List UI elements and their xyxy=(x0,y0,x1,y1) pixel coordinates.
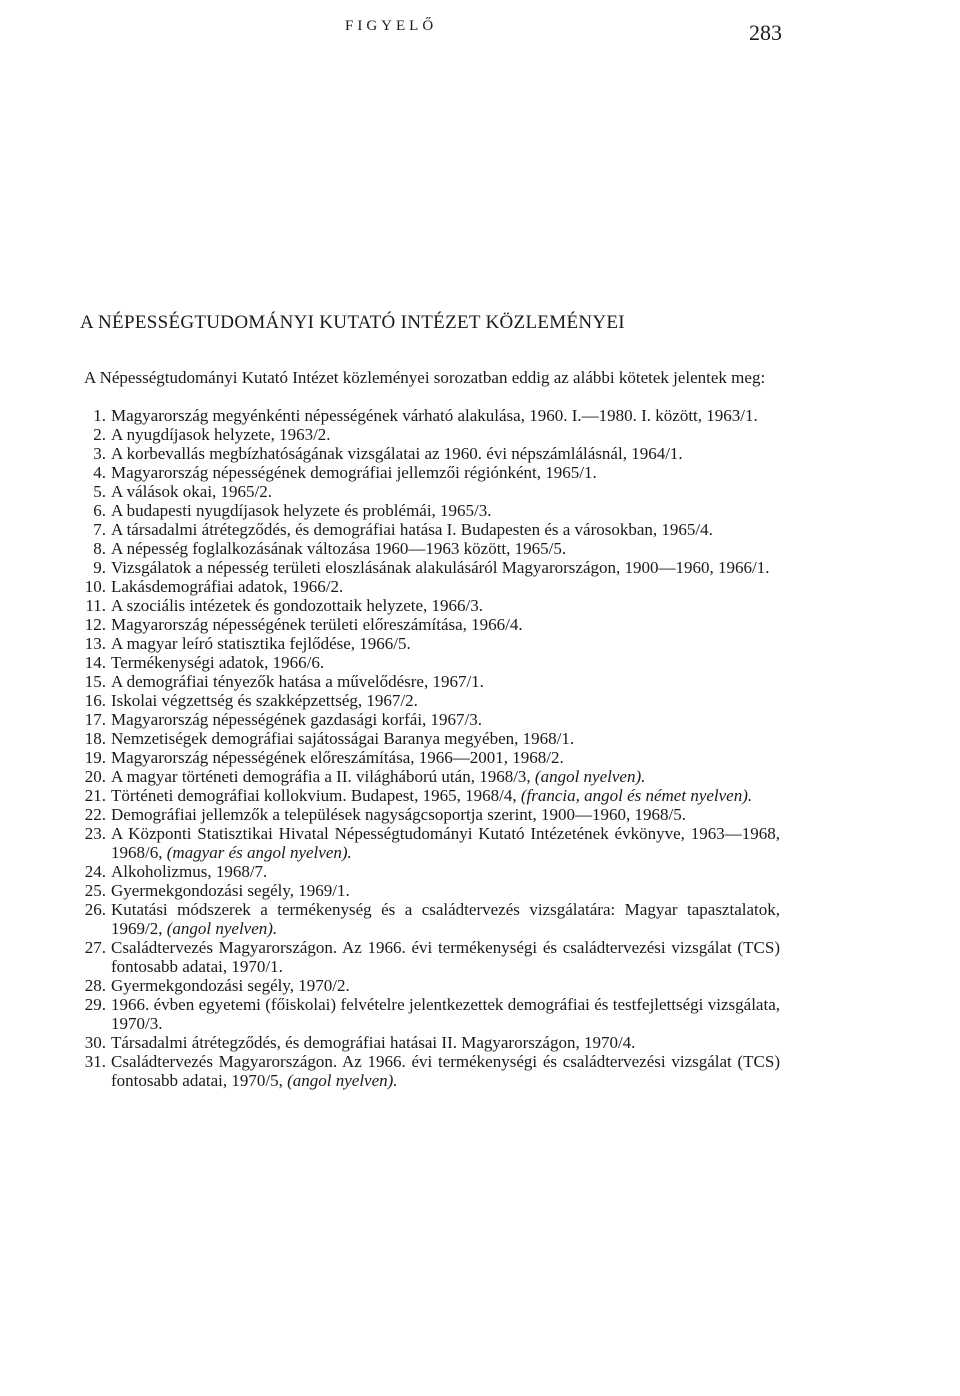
item-text xyxy=(111,824,780,862)
item-text xyxy=(111,900,780,938)
item-language-note: (angol nyelven). xyxy=(534,767,646,786)
item-text xyxy=(111,634,780,653)
item-text xyxy=(111,881,780,900)
item-text xyxy=(111,577,780,596)
list-item xyxy=(70,653,780,672)
item-text xyxy=(111,463,780,482)
item-title: Demográfiai jellemzők a települések nagyságcsoportja szerint, 1900—1960, 1968/5. xyxy=(111,805,687,824)
item-language-note: (angol nyelven). xyxy=(287,1071,398,1090)
item-number: 20. xyxy=(84,767,106,786)
item-text xyxy=(111,558,780,577)
item-number: 18. xyxy=(84,729,106,748)
item-title: Iskolai végzettség és szakképzettség, 1967/2. xyxy=(111,691,418,710)
item-title: Lakásdemográfiai adatok, 1966/2. xyxy=(111,577,344,596)
item-number: 10. xyxy=(84,577,106,596)
item-title: Társadalmi átrétegződés, és demográfiai hatásai II. Magyarországon, 1970/4. xyxy=(111,1033,636,1052)
item-number: 21. xyxy=(84,786,106,805)
item-text xyxy=(111,539,780,558)
list-item xyxy=(70,425,780,444)
item-number: 13. xyxy=(84,634,106,653)
list-item xyxy=(70,615,780,634)
item-text xyxy=(111,482,780,501)
item-title: A Központi Statisztikai Hivatal Népességtudományi Kutató Intézetének évkönyve, 1963—1968, 1968/6, xyxy=(111,824,780,862)
list-item xyxy=(70,1052,780,1090)
running-head: FIGYELŐ xyxy=(345,18,438,34)
item-text xyxy=(111,444,780,463)
item-number: 30. xyxy=(84,1033,106,1052)
item-title: Magyarország népességének területi előreszámítása, 1966/4. xyxy=(111,615,523,634)
list-item xyxy=(70,938,780,976)
item-text xyxy=(111,653,780,672)
item-title: Gyermekgondozási segély, 1970/2. xyxy=(111,976,350,995)
item-number: 7. xyxy=(93,520,106,539)
item-number: 28. xyxy=(84,976,106,995)
list-item xyxy=(70,767,780,786)
item-language-note: (magyar és angol nyelven). xyxy=(166,843,352,862)
item-number: 27. xyxy=(84,938,106,957)
item-title: Kutatási módszerek a termékenység és a családtervezés vizsgálatára: Magyar tapasztalatok, 1969/2, xyxy=(111,900,780,938)
list-item xyxy=(70,634,780,653)
list-item xyxy=(70,824,780,862)
item-title: A szociális intézetek és gondozottaik helyzete, 1966/3. xyxy=(111,596,483,615)
item-number: 14. xyxy=(84,653,106,672)
item-title: Alkoholizmus, 1968/7. xyxy=(111,862,268,881)
item-title: A válások okai, 1965/2. xyxy=(111,482,273,501)
item-number: 8. xyxy=(93,539,106,558)
item-title: Vizsgálatok a népesség területi eloszlásának alakulásáról Magyarországon, 1900—1960, 1966/1. xyxy=(111,558,770,577)
list-item xyxy=(70,805,780,824)
item-text xyxy=(111,520,780,539)
list-item xyxy=(70,577,780,596)
item-text xyxy=(111,976,780,995)
list-item xyxy=(70,691,780,710)
item-title: Magyarország megyénkénti népességének várható alakulása, 1960. I.—1980. I. között, 1963/1. xyxy=(111,406,758,425)
item-title: A társadalmi átrétegződés, és demográfiai hatása I. Budapesten és a városokban, 1965/4. xyxy=(111,520,713,539)
item-text xyxy=(111,729,780,748)
item-text xyxy=(111,862,780,881)
item-text xyxy=(111,995,780,1033)
item-text xyxy=(111,805,780,824)
item-number: 15. xyxy=(84,672,106,691)
item-number: 3. xyxy=(93,444,106,463)
list-item xyxy=(70,786,780,805)
item-title: A budapesti nyugdíjasok helyzete és problémái, 1965/3. xyxy=(111,501,492,520)
list-item xyxy=(70,995,780,1033)
list-item xyxy=(70,596,780,615)
item-title: Történeti demográfiai kollokvium. Budapest, 1965, 1968/4, xyxy=(111,786,517,805)
list-item xyxy=(70,406,780,425)
item-text xyxy=(111,748,780,767)
list-item xyxy=(70,520,780,539)
list-item xyxy=(70,1033,780,1052)
item-text xyxy=(111,786,780,805)
item-number: 11. xyxy=(85,596,106,615)
section-heading: A NÉPESSÉGTUDOMÁNYI KUTATÓ INTÉZET KÖZLEMÉNYEI xyxy=(80,312,625,333)
list-item xyxy=(70,881,780,900)
item-title: Családtervezés Magyarországon. Az 1966. évi termékenységi és családtervezési vizsgálat (TCS) fontosabb adatai, 1970/5, xyxy=(111,1052,780,1090)
item-number: 12. xyxy=(84,615,106,634)
item-number: 24. xyxy=(84,862,106,881)
item-text xyxy=(111,406,780,425)
item-text xyxy=(111,691,780,710)
item-title: Gyermekgondozási segély, 1969/1. xyxy=(111,881,350,900)
item-text xyxy=(111,596,780,615)
list-item xyxy=(70,539,780,558)
item-text xyxy=(111,615,780,634)
item-title: A népesség foglalkozásának változása 1960—1963 között, 1965/5. xyxy=(111,539,567,558)
item-title: 1966. évben egyetemi (főiskolai) felvételre jelentkezettek demográfiai és testfejlettségi vizsgálata, 1970/3. xyxy=(111,995,780,1033)
item-number: 2. xyxy=(93,425,106,444)
item-title: Családtervezés Magyarországon. Az 1966. évi termékenységi és családtervezési vizsgálat (TCS) fontosabb adatai, 1970/1. xyxy=(111,938,780,976)
list-item xyxy=(70,748,780,767)
item-language-note: (angol nyelven). xyxy=(166,919,278,938)
item-title: Magyarország népességének előreszámítása, 1966—2001, 1968/2. xyxy=(111,748,564,767)
item-text xyxy=(111,767,780,786)
item-text xyxy=(111,1052,780,1090)
item-title: A nyugdíjasok helyzete, 1963/2. xyxy=(111,425,331,444)
item-number: 1. xyxy=(93,406,106,425)
item-title: A korbevallás megbízhatóságának vizsgálatai az 1960. évi népszámlálásnál, 1964/1. xyxy=(111,444,683,463)
list-item xyxy=(70,729,780,748)
item-number: 25. xyxy=(84,881,106,900)
publication-list xyxy=(70,406,780,1090)
item-number: 29. xyxy=(84,995,106,1014)
list-item xyxy=(70,900,780,938)
item-title: A demográfiai tényezők hatása a művelődésre, 1967/1. xyxy=(111,672,484,691)
list-item xyxy=(70,862,780,881)
list-item xyxy=(70,672,780,691)
item-text xyxy=(111,501,780,520)
intro-paragraph: A Népességtudományi Kutató Intézet közleményei sorozatban eddig az alábbi kötetek jelentek meg: xyxy=(84,368,766,387)
list-item xyxy=(70,501,780,520)
list-item xyxy=(70,444,780,463)
item-title: Nemzetiségek demográfiai sajátosságai Baranya megyében, 1968/1. xyxy=(111,729,575,748)
item-title: A magyar leíró statisztika fejlődése, 1966/5. xyxy=(111,634,411,653)
page-number: 283 xyxy=(749,20,782,45)
item-text xyxy=(111,672,780,691)
list-item xyxy=(70,710,780,729)
item-number: 16. xyxy=(84,691,106,710)
list-item xyxy=(70,558,780,577)
item-number: 19. xyxy=(84,748,106,767)
list-item xyxy=(70,976,780,995)
item-number: 9. xyxy=(93,558,106,577)
item-number: 31. xyxy=(84,1052,106,1071)
item-number: 17. xyxy=(84,710,106,729)
item-language-note: (francia, angol és német nyelven). xyxy=(520,786,753,805)
item-text xyxy=(111,1033,780,1052)
item-text xyxy=(111,710,780,729)
item-title: Magyarország népességének demográfiai jellemzői régiónként, 1965/1. xyxy=(111,463,597,482)
item-number: 23. xyxy=(84,824,106,843)
list-item xyxy=(70,463,780,482)
item-text xyxy=(111,425,780,444)
item-number: 22. xyxy=(84,805,106,824)
item-number: 26. xyxy=(84,900,106,919)
item-number: 5. xyxy=(93,482,106,501)
item-number: 6. xyxy=(93,501,106,520)
list-item xyxy=(70,482,780,501)
item-title: A magyar történeti demográfia a II. világháború után, 1968/3, xyxy=(111,767,531,786)
item-title: Magyarország népességének gazdasági korfái, 1967/3. xyxy=(111,710,483,729)
item-number: 4. xyxy=(93,463,106,482)
item-title: Termékenységi adatok, 1966/6. xyxy=(111,653,325,672)
item-text xyxy=(111,938,780,976)
